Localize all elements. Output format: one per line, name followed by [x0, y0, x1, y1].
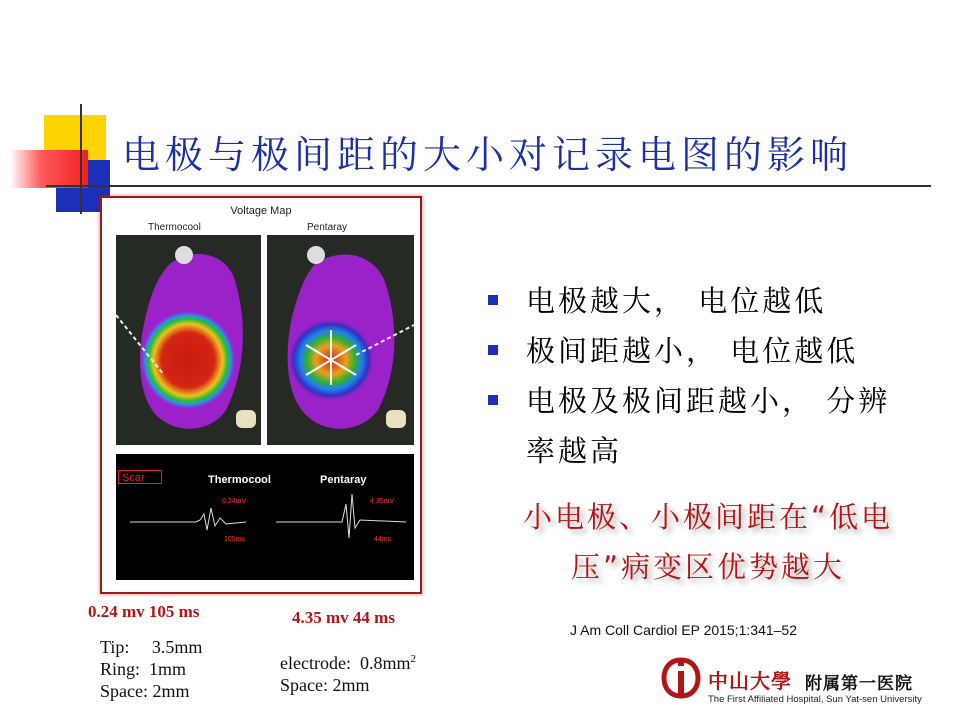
ecg-panel [116, 454, 414, 580]
hospital-dept-cn: 附属第一医院 [805, 674, 913, 694]
bullet-text: 电极及极间距越小， 分辨率越高 [526, 384, 891, 468]
spec-electrode-text: electrode: 0.8mm [280, 653, 411, 673]
spec-space: Space: 2mm [100, 681, 190, 701]
bullet-item [486, 326, 916, 376]
panel-label-pentaray: Pentaray [307, 222, 348, 233]
left-electrode-spec [100, 636, 202, 702]
bullet-text: 电极越大， 电位越低 [526, 284, 827, 318]
decor-vertical-line [80, 104, 82, 214]
decor-red-bar [10, 150, 88, 188]
spec-tip: Tip: 3.5mm [100, 637, 203, 657]
voltage-map-images [116, 235, 414, 445]
hospital-name-en: The First Affiliated Hospital, Sun Yat-sen University [708, 694, 922, 705]
bullet-square-icon [488, 395, 498, 405]
ecg-right-duration: 44ms [374, 536, 392, 543]
hospital-logo-emblem-icon [660, 656, 702, 700]
voltage-map-figure [100, 196, 422, 594]
highlight-conclusion: 小电极、小极间距在“低电压”病变区优势越大 [522, 500, 894, 584]
bullet-square-icon [488, 345, 498, 355]
figure-caption: Voltage Map [230, 205, 292, 217]
bullet-item [486, 276, 916, 326]
scar-label: Scar [118, 470, 162, 484]
hospital-name-cn: 中山大學 [708, 669, 792, 693]
spec-space: Space: 2mm [280, 675, 370, 695]
ecg-traces [116, 454, 414, 580]
right-electrode-spec [280, 648, 416, 696]
bullet-item [486, 376, 906, 476]
ecg-title-pentaray: Pentaray [320, 474, 367, 486]
title-underline [46, 185, 931, 187]
bullet-text: 极间距越小， 电位越低 [526, 334, 859, 368]
spec-electrode [280, 648, 416, 674]
ecg-right-voltage: 4.35mV [370, 498, 395, 505]
ecg-left-voltage: 0.24mV [222, 498, 247, 505]
bullet-list [486, 276, 916, 476]
slide-title: 电极与极间距的大小对记录电图的影响 [122, 133, 854, 177]
spec-electrode-superscript: 2 [410, 653, 416, 665]
panel-label-thermocool: Thermocool [148, 222, 201, 233]
ecg-title-thermocool: Thermocool [208, 474, 271, 486]
right-measured-values: 4.35 mv 44 ms [292, 608, 395, 627]
citation: J Am Coll Cardiol EP 2015;1:341–52 [570, 622, 797, 638]
left-measured-values: 0.24 mv 105 ms [88, 602, 200, 621]
bullet-square-icon [488, 295, 498, 305]
spec-ring: Ring: 1mm [100, 659, 187, 679]
ecg-left-duration: 105ms [224, 536, 246, 543]
